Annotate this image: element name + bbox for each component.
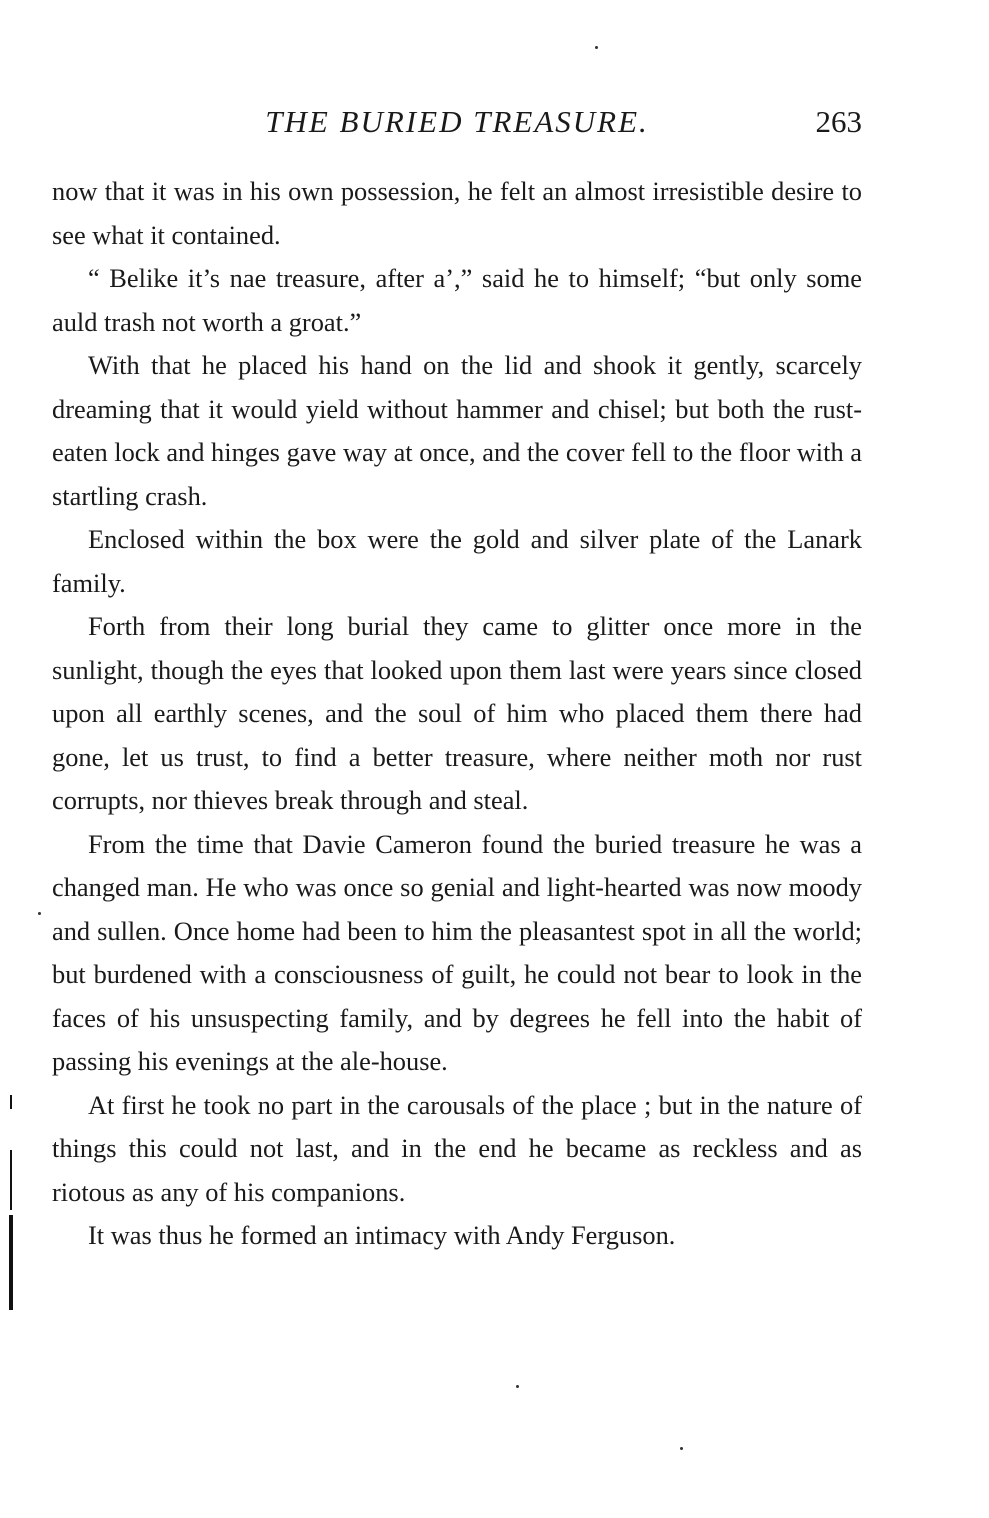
paragraph-8: It was thus he formed an intimacy with Andy Ferguson. xyxy=(88,1220,676,1250)
binding-mark xyxy=(10,1150,12,1210)
scan-speck xyxy=(680,1447,683,1450)
page-number: 263 xyxy=(815,104,862,139)
binding-mark xyxy=(10,1095,12,1109)
paragraph-7: At first he took no part in the carousals of the place ; but in the nature of things this could not last, and in the end he became as reckless and as riotous as any of his companions. xyxy=(52,1089,862,1207)
paragraph-3: With that he placed his hand on the lid and shook it gently, scarcely dreaming that it would yield without hammer and chisel; but both the rust-eaten lock and hinges gave way at once, and the cover fell to the floor with a startling crash. xyxy=(52,350,862,511)
paragraph-4: Enclosed within the box were the gold and silver plate of the Lanark family. xyxy=(52,524,862,598)
paragraph-6: From the time that Davie Cameron found the buried treasure he was a changed man. He who was once so genial and light-hearted was now moody and sullen. Once home had been to him the pleasantest spot in all the world; but burdened with a consciousness of guilt, he could not bear to look in the faces of his unsuspecting family, and by degrees he fell into the habit of passing his evenings at the ale-house. xyxy=(52,828,862,1076)
paragraph-1: now that it was in his own possession, he felt an almost irresistible desire to see what it contained. xyxy=(52,176,862,250)
paragraph-2: “ Belike it’s nae treasure, after a’,” said he to himself; “but only some auld trash not worth a groat.” xyxy=(52,263,862,337)
scan-speck xyxy=(516,1385,519,1388)
running-title: THE BURIED TREASURE. xyxy=(265,104,649,139)
body-text xyxy=(52,170,862,1258)
binding-mark xyxy=(9,1215,13,1310)
paragraph-5: Forth from their long burial they came to glitter once more in the sunlight, though the eyes that looked upon them last were years since closed upon all earthly scenes, and the soul of him who placed them there had gone, let us trust, to find a better treasure, where neither moth nor rust corrupts, nor thieves break through and steal. xyxy=(52,611,862,815)
scan-speck xyxy=(38,912,41,915)
scan-speck xyxy=(595,46,598,49)
running-head xyxy=(52,100,862,144)
